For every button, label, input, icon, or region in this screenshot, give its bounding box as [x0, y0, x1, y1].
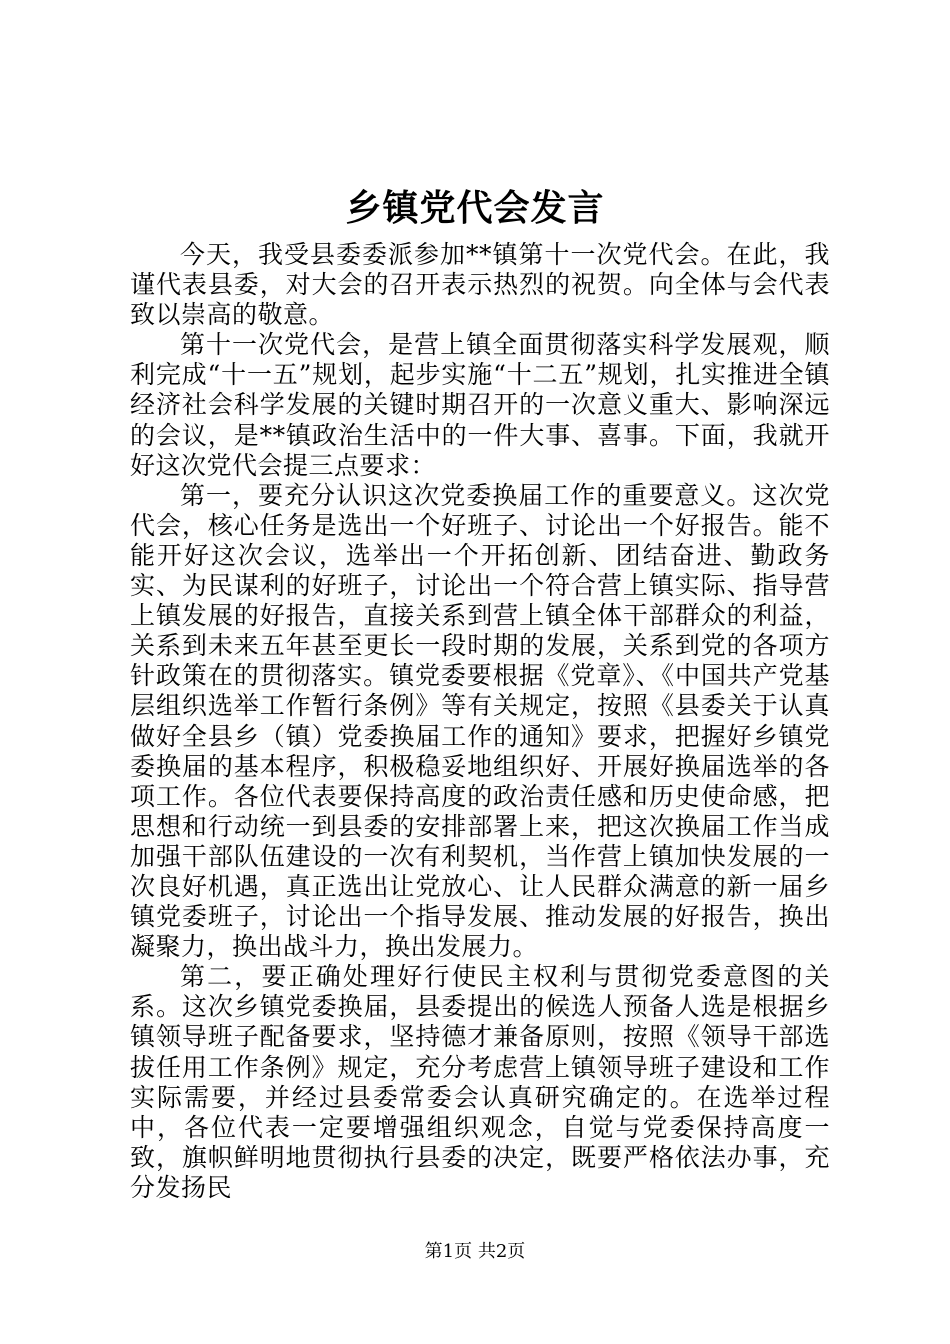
document-body: [130, 240, 830, 1203]
paragraph-second-requirement: 第二，要正确处理好行使民主权利与贯彻党委意图的关系。这次乡镇党委换届，县委提出的候选人预备人选是根据乡镇领导班子配备要求，坚持德才兼备原则，按照《领导干部选拔任用工作条例》规定，充分考虑营上镇领导班子建设和工作实际需要，并经过县委常委会认真研究确定的。在选举过程中，各位代表一定要增强组织观念，自觉与党委保持高度一致，旗帜鲜明地贯彻执行县委的决定，既要严格依法办事，充分发扬民: [130, 962, 830, 1202]
paragraph-opening: 今天，我受县委委派参加**镇第十一次党代会。在此，我谨代表县委，对大会的召开表示热烈的祝贺。向全体与会代表致以崇高的敬意。: [130, 240, 830, 330]
page-footer: 第1页 共2页: [424, 1241, 526, 1262]
paragraph-first-requirement: 第一，要充分认识这次党委换届工作的重要意义。这次党代会，核心任务是选出一个好班子、讨论出一个好报告。能不能开好这次会议，选举出一个开拓创新、团结奋进、勤政务实、为民谋利的好班子，讨论出一个符合营上镇实际、指导营上镇发展的好报告，直接关系到营上镇全体干部群众的利益，关系到未来五年甚至更长一段时期的发展，关系到党的各项方针政策在的贯彻落实。镇党委要根据《党章》、《中国共产党基层组织选举工作暂行条例》等有关规定，按照《县委关于认真做好全县乡（镇）党委换届工作的通知》要求，把握好乡镇党委换届的基本程序，积极稳妥地组织好、开展好换届选举的各项工作。各位代表要保持高度的政治责任感和历史使命感，把思想和行动统一到县委的安排部署上来，把这次换届工作当成加强干部队伍建设的一次有利契机，当作营上镇加快发展的一次良好机遇，真正选出让党放心、让人民群众满意的新一届乡镇党委班子，讨论出一个指导发展、推动发展的好报告，换出凝聚力，换出战斗力，换出发展力。: [130, 480, 830, 962]
document-title: 乡镇党代会发言: [345, 187, 605, 229]
paragraph-significance: 第十一次党代会，是营上镇全面贯彻落实科学发展观，顺利完成“十一五”规划，起步实施“十二五”规划，扎实推进全镇经济社会科学发展的关键时期召开的一次意义重大、影响深远的会议，是**镇政治生活中的一件大事、喜事。下面，我就开好这次党代会提三点要求：: [130, 330, 830, 480]
